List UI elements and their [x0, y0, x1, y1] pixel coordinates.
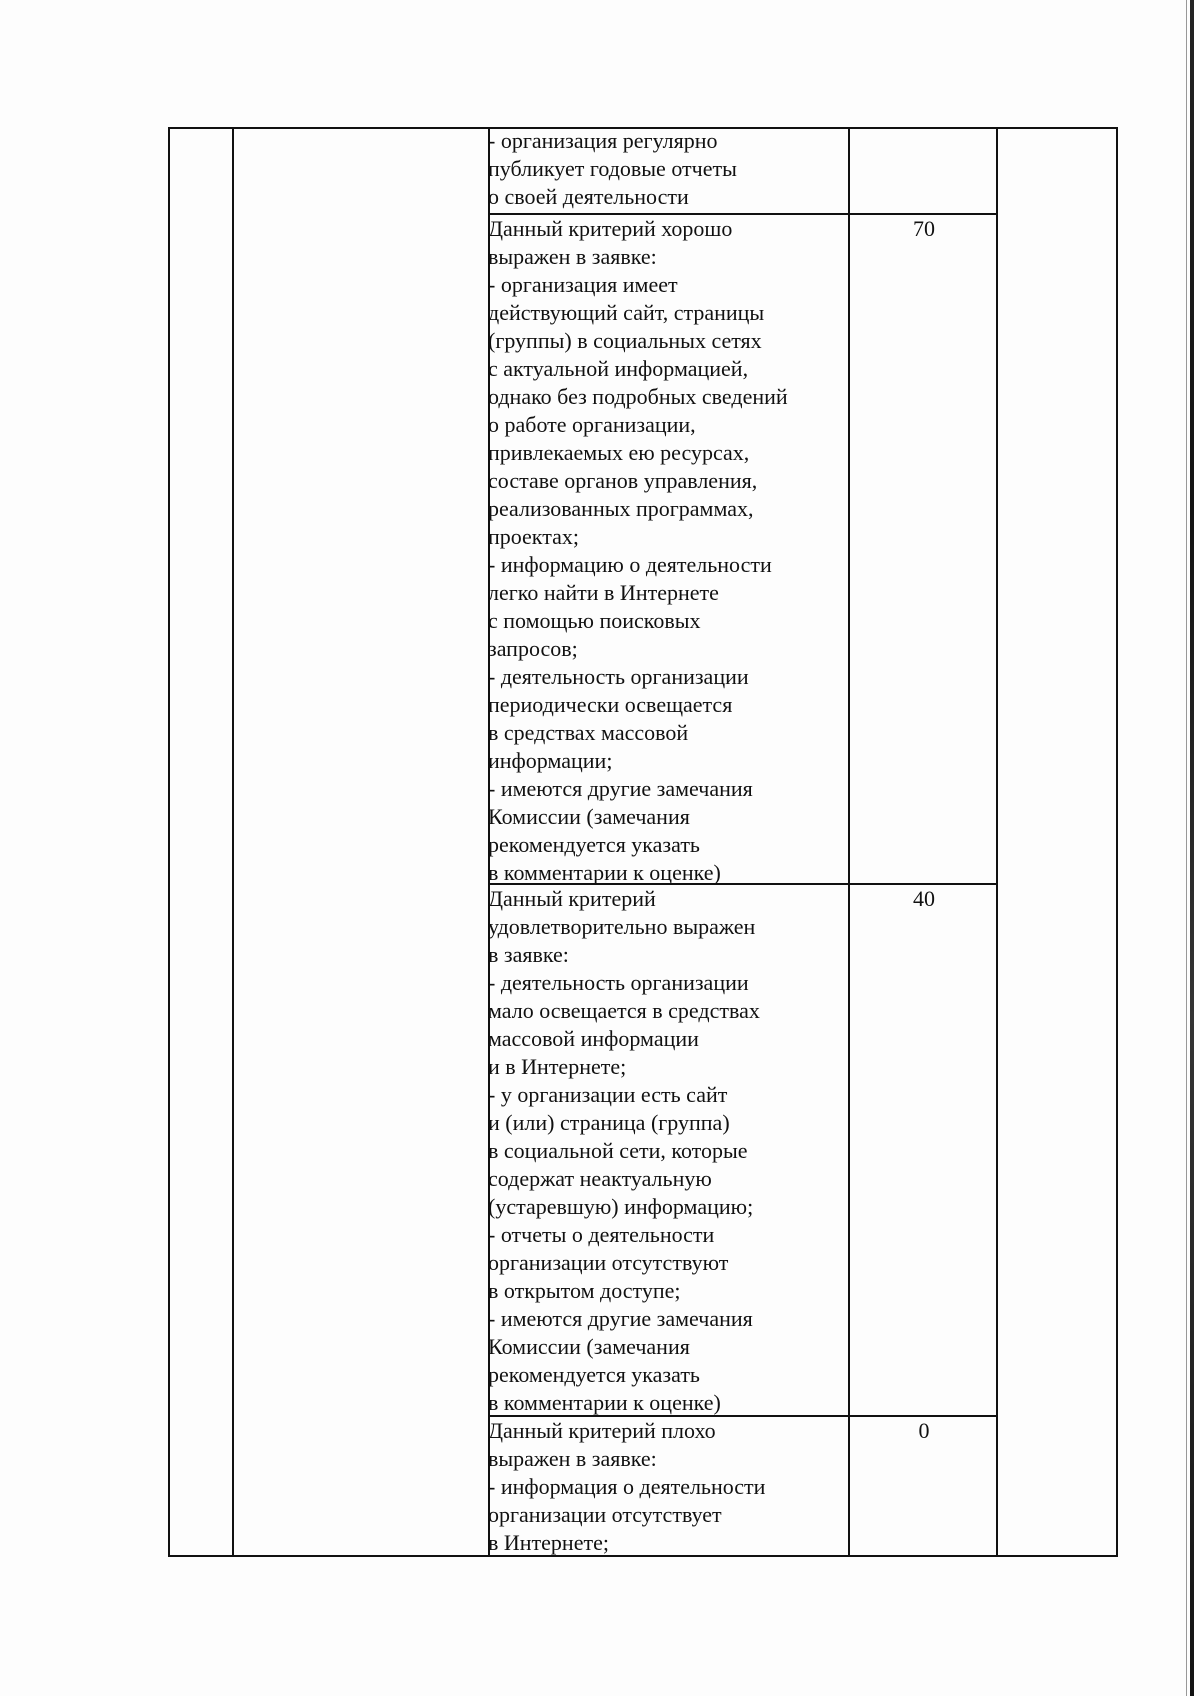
text-line: публикует годовые отчеты [488, 156, 737, 181]
text-line: - информация о деятельности [488, 1474, 766, 1499]
text-line: выражен в заявке: [488, 244, 657, 269]
text-line: Данный критерий плохо [488, 1418, 716, 1443]
text-line: Комиссии (замечания [488, 1334, 690, 1359]
text-line: о работе организации, [488, 412, 696, 437]
text-line: с помощью поисковых [488, 608, 701, 633]
text-line: рекомендуется указать [488, 1362, 700, 1387]
text-line: выражен в заявке: [488, 1446, 657, 1471]
text-line: - организация регулярно [488, 128, 718, 153]
column-divider-3 [848, 129, 850, 1555]
text-line: в социальной сети, которые [488, 1138, 748, 1163]
text-line: привлекаемых ею ресурсах, [488, 440, 750, 465]
text-line: - информацию о деятельности [488, 552, 772, 577]
text-line: с актуальной информацией, [488, 356, 749, 381]
text-line: мало освещается в средствах [488, 998, 760, 1023]
text-line: - у организации есть сайт [488, 1082, 728, 1107]
text-line: содержат неактуальную [488, 1166, 712, 1191]
text-line: организации отсутствуют [488, 1250, 729, 1275]
text-line: рекомендуется указать [488, 832, 700, 857]
text-line: - деятельность организации [488, 970, 749, 995]
text-line: однако без подробных сведений [488, 384, 788, 409]
text-line: в Интернете; [488, 1530, 609, 1555]
score-value: 0 [918, 1418, 930, 1443]
text-line: - имеются другие замечания [488, 776, 753, 801]
criteria-description-cell [488, 1417, 848, 1557]
text-line: в заявке: [488, 942, 569, 967]
text-line: (устаревшую) информацию; [488, 1194, 754, 1219]
score-value: 70 [913, 216, 935, 241]
criteria-description-cell [488, 215, 848, 887]
text-line: (группы) в социальных сетях [488, 328, 762, 353]
scan-edge-shadow [1190, 0, 1194, 1696]
text-line: легко найти в Интернете [488, 580, 719, 605]
criteria-description-cell [488, 885, 848, 1417]
column-divider-1 [232, 129, 234, 1555]
text-line: - организация имеет [488, 272, 678, 297]
text-line: составе органов управления, [488, 468, 758, 493]
text-line: действующий сайт, страницы [488, 300, 765, 325]
text-line: в открытом доступе; [488, 1278, 681, 1303]
text-line: - деятельность организации [488, 664, 749, 689]
text-line: - имеются другие замечания [488, 1306, 753, 1331]
text-line: и в Интернете; [488, 1054, 627, 1079]
text-line: в средствах массовой [488, 720, 689, 745]
text-line: Данный критерий хорошо [488, 216, 733, 241]
scan-edge-line [1186, 0, 1187, 1696]
text-line: реализованных программах, [488, 496, 754, 521]
score-value: 40 [913, 886, 935, 911]
text-line: организации отсутствует [488, 1502, 722, 1527]
text-line: в комментарии к оценке) [488, 860, 721, 885]
text-line: - отчеты о деятельности [488, 1222, 715, 1247]
text-line: и (или) страница (группа) [488, 1110, 730, 1135]
column-divider-4 [996, 129, 998, 1555]
text-line: проектах; [488, 524, 579, 549]
text-line: Данный критерий [488, 886, 656, 911]
text-line: массовой информации [488, 1026, 699, 1051]
criteria-description-cell [488, 127, 848, 211]
text-line: информации; [488, 748, 613, 773]
text-line: о своей деятельности [488, 184, 689, 209]
text-line: запросов; [488, 636, 578, 661]
text-line: периодически освещается [488, 692, 733, 717]
criteria-table [168, 127, 1118, 1557]
text-line: в комментарии к оценке) [488, 1390, 721, 1415]
text-line: Комиссии (замечания [488, 804, 690, 829]
text-line: удовлетворительно выражен [488, 914, 756, 939]
